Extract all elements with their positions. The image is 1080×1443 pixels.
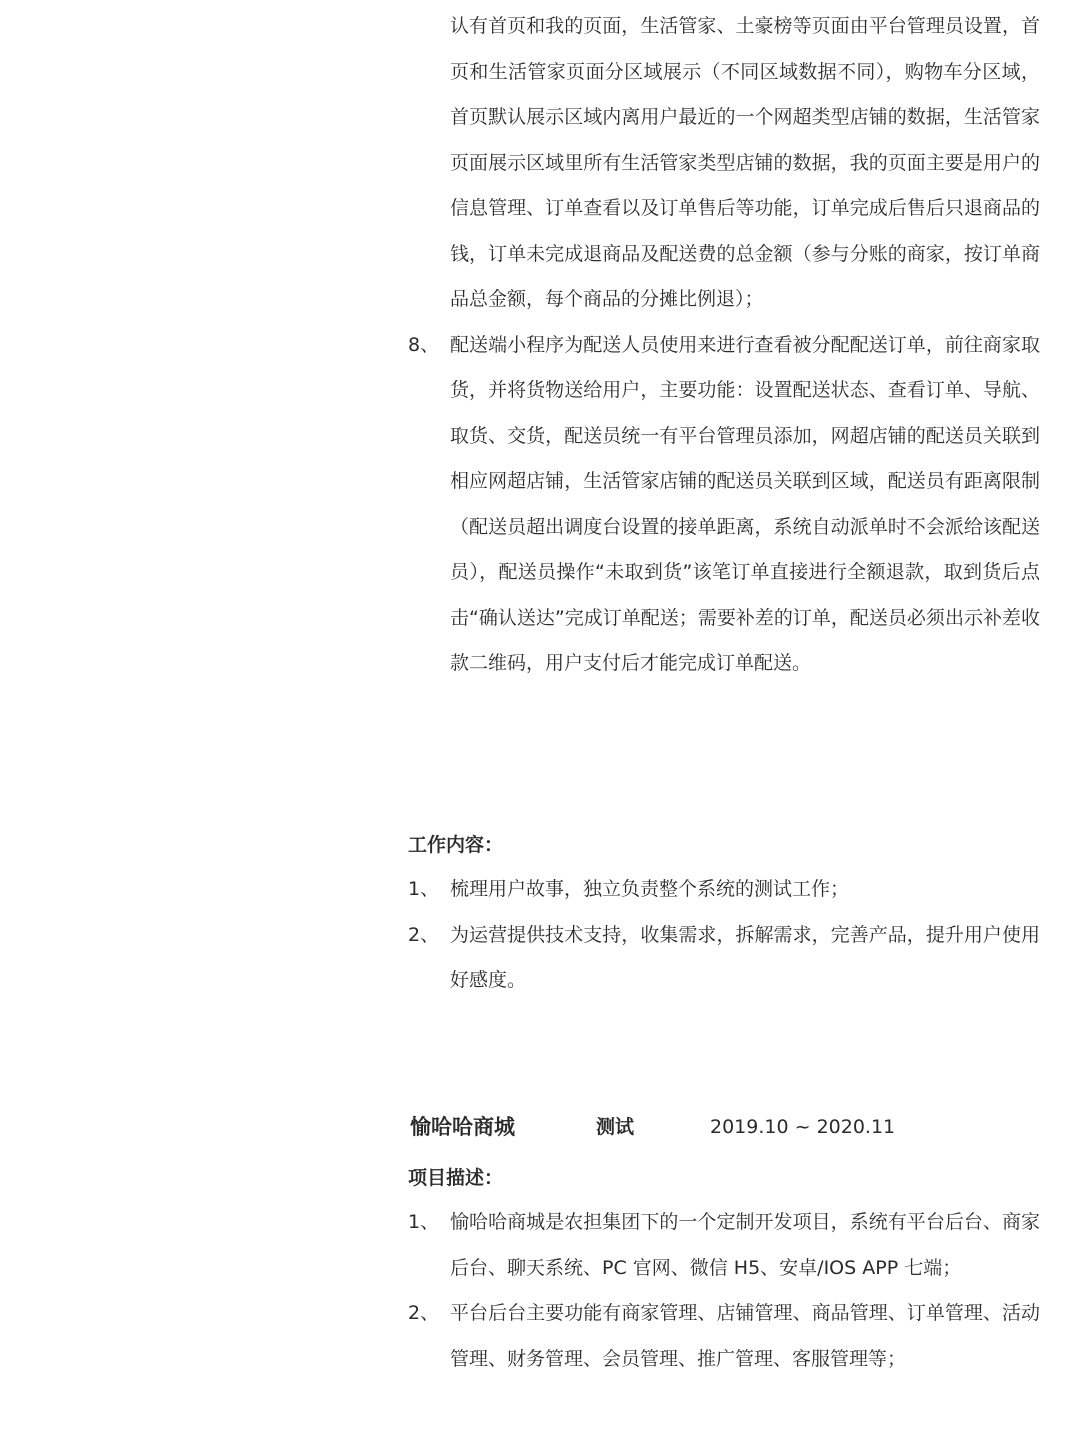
project-description-list [408, 1200, 1040, 1382]
list-item-number: 1、 [408, 878, 440, 900]
list-item [408, 913, 1040, 1004]
list-item [408, 1200, 1040, 1291]
list-item [408, 323, 1040, 687]
project-role: 测试 [596, 1116, 635, 1138]
list-item-text: 愉哈哈商城是农担集团下的一个定制开发项目，系统有平台后台、商家后台、聊天系统、PC 官网、微信 H5、安卓/IOS APP 七端； [450, 1211, 1040, 1279]
project-name: 愉哈哈商城 [410, 1115, 515, 1139]
project-description-heading: 项目描述： [408, 1167, 504, 1189]
work-content-heading: 工作内容： [408, 834, 504, 856]
project-details-list [408, 4, 1040, 687]
list-item-text: 配送端小程序为配送人员使用来进行查看被分配配送订单，前往商家取货，并将货物送给用户，主要功能：设置配送状态、查看订单、导航、取货、交货，配送员统一有平台管理员添加，网超店铺的配送员关联到相应网超店铺，生活管家店铺的配送员关联到区域，配送员有距离限制（配送员超出调度台设置的接单距离，系统自动派单时不会派给该配送员），配送员操作“未取到货”该笔订单直接进行全额退款，取到货后点击“确认送达”完成订单配送；需要补差的订单，配送员必须出示补差收款二维码，用户支付后才能完成订单配送。 [450, 333, 1040, 674]
list-item [408, 867, 1040, 913]
work-content-list [408, 867, 1040, 1004]
list-item-number: 1、 [408, 1211, 440, 1233]
project-date: 2019.10 ~ 2020.11 [710, 1116, 896, 1138]
list-item-text: 梳理用户故事，独立负责整个系统的测试工作； [450, 878, 850, 900]
project-header [408, 1110, 1048, 1144]
list-item-number: 8、 [408, 333, 440, 356]
list-item-text: 平台后台主要功能有商家管理、店铺管理、商品管理、订单管理、活动管理、财务管理、会员管理、推广管理、客服管理等； [450, 1302, 1040, 1370]
list-item-text: 为运营提供技术支持，收集需求，拆解需求，完善产品，提升用户使用好感度。 [450, 923, 1040, 991]
list-item-continuation: 认有首页和我的页面，生活管家、土豪榜等页面由平台管理员设置，首页和生活管家页面分区域展示（不同区域数据不同），购物车分区域，首页默认展示区域内离用户最近的一个网超类型店铺的数据，生活管家页面展示区域里所有生活管家类型店铺的数据，我的页面主要是用户的信息管理、订单查看以及订单售后等功能，订单完成后售后只退商品的钱，订单未完成退商品及配送费的总金额（参与分账的商家，按订单商品总金额，每个商品的分摊比例退）； [450, 15, 1040, 310]
list-item [408, 1291, 1040, 1382]
list-item-number: 2、 [408, 1302, 440, 1324]
list-item-number: 2、 [408, 923, 440, 946]
